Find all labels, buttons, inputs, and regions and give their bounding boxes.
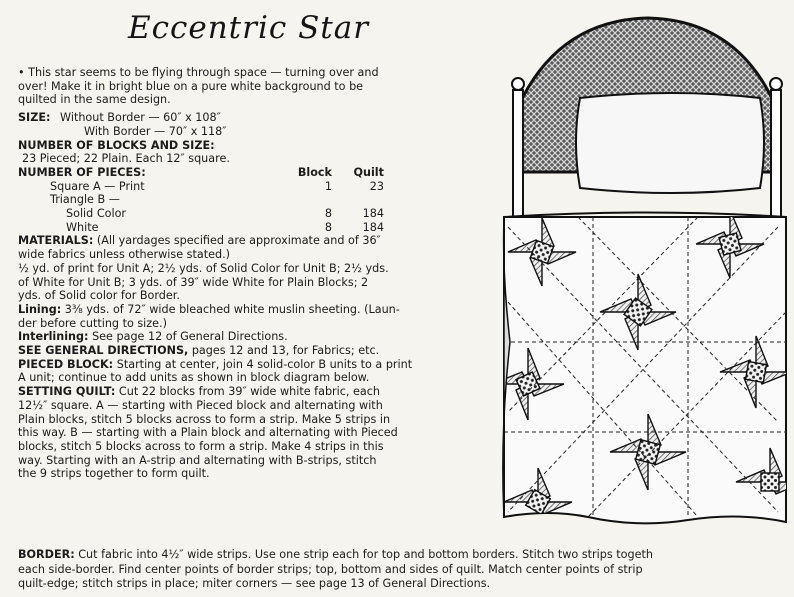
setting-line-1: Cut 22 blocks from 39″ wide white fabric, each (118, 385, 381, 399)
size-with: With Border — 70″ x 118″ (84, 124, 227, 138)
pieces-header (18, 166, 488, 180)
setting-line-7: the 9 strips together to form quilt. (18, 467, 210, 481)
border-line-1-row (18, 548, 794, 563)
materials-label: MATERIALS: (18, 234, 94, 248)
lining-line-2: der before cutting to size.) (18, 316, 167, 330)
pieces-row-white (18, 221, 488, 235)
pieces-white-quilt: 184 (362, 220, 384, 234)
page-title: Eccentric Star (128, 10, 370, 46)
lining-section (18, 303, 488, 317)
intro-line-2: over! Make it in bright blue on a pure white background to be (18, 79, 364, 93)
border-label: BORDER: (18, 548, 75, 561)
pieces-square-a-quilt: 23 (369, 179, 384, 193)
border-line-3: quilt-edge; stitch strips in place; miter corners — see page 13 of General Directions. (18, 577, 491, 591)
size-section (18, 111, 488, 125)
pieces-square-a-label: Square A — Print (50, 179, 145, 193)
pieced-line-2: A unit; continue to add units as shown in block diagram below. (18, 371, 370, 385)
setting-line-5: blocks, stitch 5 blocks across to form a strip. Make 4 strips in this (18, 439, 384, 453)
blocks-text: 23 Pieced; 22 Plain. Each 12″ square. (22, 152, 230, 166)
blocks-label: NUMBER OF BLOCKS AND SIZE: (18, 138, 215, 152)
pieces-triangle-b: Triangle B — (50, 193, 120, 207)
materials-line-5: yds. of Solid color for Border. (18, 289, 180, 303)
pieces-square-a-block: 1 (324, 179, 332, 193)
pieces-col-block: Block (297, 165, 332, 179)
intro-line-1: • This star seems to be flying through space — turning over and (18, 66, 379, 79)
border-section (18, 548, 794, 592)
interlining-text: See page 12 of General Directions. (92, 330, 288, 344)
pieces-white-block: 8 (324, 220, 332, 234)
interlining-label: Interlining: (18, 330, 89, 344)
pieced-line-1: Starting at center, join 4 solid-color B units to a print (116, 357, 413, 371)
pieces-solid-quilt: 184 (362, 207, 384, 221)
materials-line-4: of White for Unit B; 3 yds. of 39″ wide White for Plain Blocks; 2 (18, 275, 369, 289)
border-line-1: Cut fabric into 4½″ wide strips. Use one strip each for top and bottom borders. Stitch two strips togeth (78, 548, 653, 561)
general-section (18, 344, 488, 358)
pillow (576, 93, 764, 193)
setting-line-2: 12½″ square. A — starting with Pieced block and alternating with (18, 398, 383, 412)
border-line-2: each side-border. Find center points of border strips; top, bottom and sides of quilt. Match center points of strip (18, 562, 643, 576)
materials-section (18, 234, 488, 248)
setting-line-4: this way. B — starting with a Plain block and alternating with Pieced (18, 426, 398, 440)
pieces-row-solid (18, 207, 488, 221)
pieces-label: NUMBER OF PIECES: (18, 165, 146, 179)
quilt-bed-illustration (498, 12, 794, 542)
setting-section (18, 385, 488, 399)
pieces-row-square-a (18, 180, 488, 194)
materials-line-3: ½ yd. of print for Unit A; 2½ yds. of Solid Color for Unit B; 2½ yds. (18, 261, 389, 275)
interlining-section (18, 330, 488, 344)
setting-line-6: way. Starting with an A-strip and alternating with B-strips, stitch (18, 453, 377, 467)
pieces-white-label: White (66, 220, 99, 234)
lining-label: Lining: (18, 302, 62, 316)
setting-line-3: Plain blocks, stitch 5 blocks across to form a strip. Make 5 strips in (18, 412, 391, 426)
setting-label: SETTING QUILT: (18, 385, 116, 399)
materials-line-1: (All yardages specified are approximate and of 36″ (96, 234, 381, 248)
general-text: pages 12 and 13, for Fabrics; etc. (191, 344, 380, 358)
instructions-column (18, 66, 488, 481)
general-label: SEE GENERAL DIRECTIONS, (18, 344, 189, 358)
lining-line-1: 3⅜ yds. of 72″ wide bleached white muslin sheeting. (Laun- (64, 302, 400, 316)
size-label: SIZE: (18, 111, 51, 125)
pieces-solid-label: Solid Color (66, 207, 127, 221)
quilt (498, 210, 794, 523)
pieces-solid-block: 8 (324, 207, 332, 221)
pieced-label: PIECED BLOCK: (18, 357, 114, 371)
materials-line-2: wide fabrics unless otherwise stated.) (18, 248, 231, 262)
pieces-col-quilt: Quilt (353, 165, 384, 179)
pieced-section (18, 358, 488, 372)
intro-line-3: quilted in the same design. (18, 93, 171, 107)
size-without: Without Border — 60″ x 108″ (60, 111, 221, 125)
